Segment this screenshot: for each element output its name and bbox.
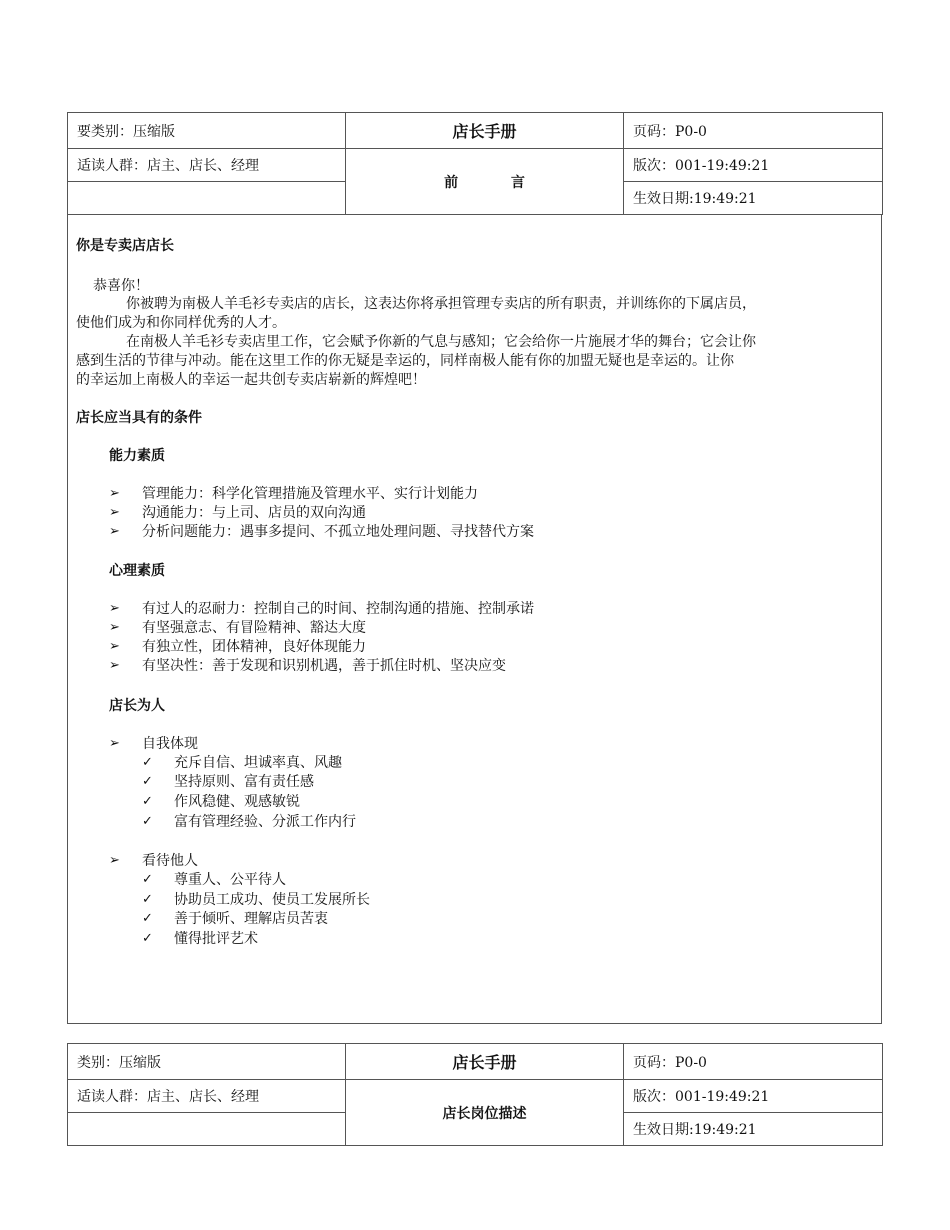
heading-store-manager: 你是专卖店店长	[76, 238, 174, 254]
arrowhead-bullet-icon: ➢	[109, 505, 120, 520]
version-cell: 版次：001-19:49:21	[624, 1080, 883, 1113]
list-item: 管理能力：科学化管理措施及管理水平、实行计划能力	[142, 486, 478, 502]
arrowhead-bullet-icon: ➢	[109, 486, 120, 501]
list-item: 沟通能力：与上司、店员的双向沟通	[142, 505, 366, 521]
list-item: 有独立性，团体精神，良好体现能力	[142, 639, 366, 655]
paragraph-1-line-1: 你被聘为南极人羊毛衫专卖店的店长，这表达你将承担管理专卖店的所有职责，并训练你的下属店员，	[126, 296, 756, 312]
arrowhead-bullet-icon: ➢	[109, 658, 120, 673]
arrowhead-bullet-icon: ➢	[109, 736, 120, 751]
heading-conditions: 店长应当具有的条件	[76, 410, 202, 426]
list-item: 懂得批评艺术	[174, 931, 258, 947]
checkmark-icon: ✓	[142, 814, 153, 829]
checkmark-icon: ✓	[142, 892, 153, 907]
list-item: 作风稳健、观感敏锐	[174, 794, 300, 810]
checkmark-icon: ✓	[142, 931, 153, 946]
empty-cell	[68, 1113, 346, 1146]
list-item: 坚持原则、富有责任感	[174, 774, 314, 790]
list-item: 富有管理经验、分派工作内行	[174, 814, 356, 830]
category-cell: 要类别：压缩版	[68, 113, 346, 149]
congrats-text: 恭喜你！	[93, 278, 149, 294]
page-number-cell: 页码：P0-0	[624, 1044, 883, 1080]
list-item: 充斥自信、坦诚率真、风趣	[174, 755, 342, 771]
list-item: 有坚强意志、有冒险精神、豁达大度	[142, 620, 366, 636]
paragraph-2-line-2: 感到生活的节律与冲动。能在这里工作的你无疑是幸运的，同样南极人能有你的加盟无疑也是幸运的。让你	[76, 353, 734, 369]
list-item: 协助员工成功、使员工发展所长	[174, 892, 370, 908]
checkmark-icon: ✓	[142, 794, 153, 809]
arrowhead-bullet-icon: ➢	[109, 524, 120, 539]
checkmark-icon: ✓	[142, 911, 153, 926]
paragraph-2-line-1: 在南极人羊毛衫专卖店里工作，它会赋予你新的气息与感知；它会给你一片施展才华的舞台；它会让你	[126, 334, 756, 350]
list-item: 看待他人	[142, 853, 198, 869]
audience-cell: 适读人群：店主、店长、经理	[68, 1080, 346, 1113]
checkmark-icon: ✓	[142, 872, 153, 887]
arrowhead-bullet-icon: ➢	[109, 853, 120, 868]
checkmark-icon: ✓	[142, 774, 153, 789]
list-item: 有坚决性：善于发现和识别机遇，善于抓住时机、坚决应变	[142, 658, 506, 674]
heading-character: 店长为人	[109, 698, 165, 714]
manual-title: 店长手册	[346, 1044, 624, 1080]
checkmark-icon: ✓	[142, 755, 153, 770]
paragraph-1-line-2: 使他们成为和你同样优秀的人才。	[76, 315, 286, 331]
list-item: 自我体现	[142, 736, 198, 752]
section-title: 前 言	[346, 149, 624, 215]
document-header	[67, 112, 883, 215]
arrowhead-bullet-icon: ➢	[109, 601, 120, 616]
effective-date-cell: 生效日期:19:49:21	[624, 1113, 883, 1146]
list-item: 善于倾听、理解店员苦衷	[174, 911, 328, 927]
document-header-next-page	[67, 1043, 883, 1146]
arrowhead-bullet-icon: ➢	[109, 620, 120, 635]
manual-title: 店长手册	[346, 113, 624, 149]
category-cell: 类别：压缩版	[68, 1044, 346, 1080]
list-item: 有过人的忍耐力：控制自己的时间、控制沟通的措施、控制承诺	[142, 601, 534, 617]
audience-cell: 适读人群：店主、店长、经理	[68, 149, 346, 182]
list-item: 尊重人、公平待人	[174, 872, 286, 888]
list-item: 分析问题能力：遇事多提问、不孤立地处理问题、寻找替代方案	[142, 524, 534, 540]
empty-cell	[68, 182, 346, 215]
section-title: 店长岗位描述	[346, 1080, 624, 1146]
page-number-cell: 页码：P0-0	[624, 113, 883, 149]
heading-ability: 能力素质	[109, 448, 165, 464]
effective-date-cell: 生效日期:19:49:21	[624, 182, 883, 215]
paragraph-2-line-3: 的幸运加上南极人的幸运一起共创专卖店崭新的辉煌吧！	[76, 372, 426, 388]
arrowhead-bullet-icon: ➢	[109, 639, 120, 654]
version-cell: 版次：001-19:49:21	[624, 149, 883, 182]
heading-mental: 心理素质	[109, 563, 165, 579]
